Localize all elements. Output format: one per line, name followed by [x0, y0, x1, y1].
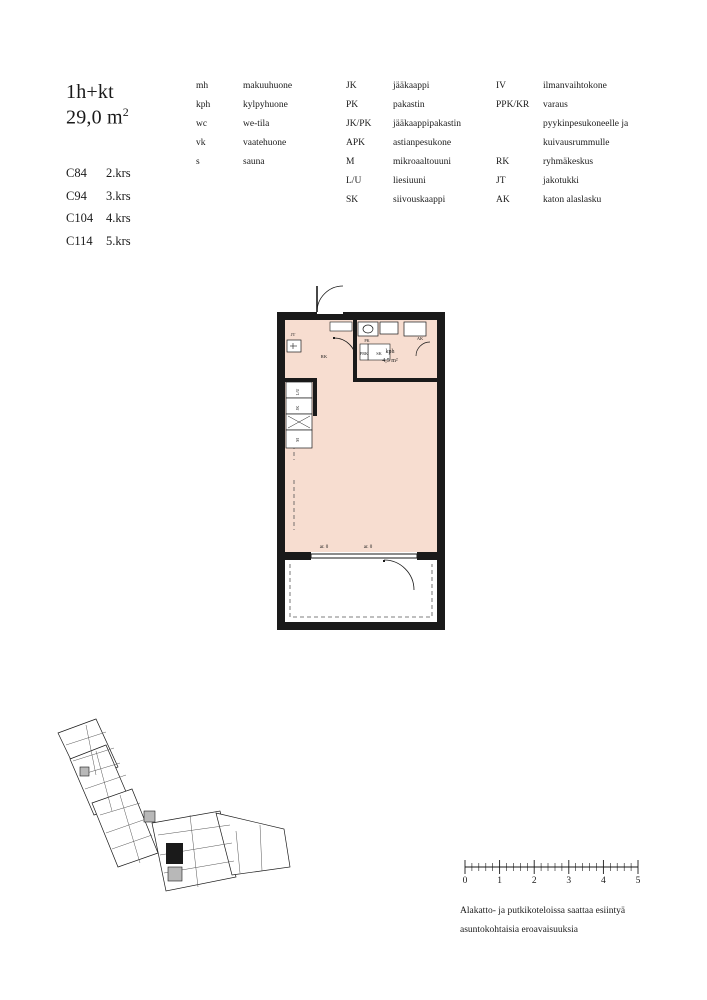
entry-door-opening	[317, 310, 343, 314]
legend-item	[196, 82, 292, 92]
legend-item	[346, 177, 461, 187]
legend-column-rooms	[196, 82, 292, 177]
legend-item	[496, 177, 628, 187]
list-item	[66, 166, 166, 181]
legend-description: katon alaslasku	[543, 195, 602, 205]
list-item	[66, 211, 166, 226]
wall-hall-bath	[353, 320, 357, 382]
wall-bath-bottom	[353, 378, 437, 382]
scale-block	[460, 858, 660, 939]
legend-item	[496, 82, 628, 92]
legend-item	[346, 120, 461, 130]
unit-code: C94	[66, 188, 87, 203]
legend-item	[496, 196, 628, 206]
legend-item	[496, 101, 628, 111]
wall-left	[277, 312, 285, 560]
legend-abbr: vk	[196, 138, 206, 148]
unit-floor: 3.krs	[106, 188, 131, 203]
legend-description: we-tila	[243, 119, 270, 129]
legend-description: pyykinpesukoneelle ja	[543, 119, 629, 129]
balcony-rail	[277, 622, 445, 630]
scale-ticks	[460, 858, 660, 876]
legend-description: jääkaappipakastin	[393, 119, 462, 129]
legend-description: mikroaaltouuni	[393, 157, 452, 167]
unit-list	[66, 166, 166, 256]
legend-item	[346, 101, 461, 111]
legend-abbr: s	[196, 157, 200, 167]
key-plan-blocks	[58, 719, 290, 891]
floor-plan-svg	[272, 280, 452, 640]
wall-kitchen-stub	[313, 378, 317, 416]
legend-description: jakotukki	[543, 176, 579, 186]
scale-labels	[460, 876, 660, 890]
legend-abbr	[496, 139, 543, 149]
room-name-kph: kph	[385, 349, 395, 355]
unit-code: C114	[66, 233, 93, 248]
legend-abbr: L/U	[346, 176, 362, 186]
title-block	[66, 80, 196, 131]
legend-description: pakastin	[393, 100, 425, 110]
unit-code: C104	[66, 211, 94, 225]
window-band	[311, 554, 417, 558]
balcony-floor	[285, 560, 437, 622]
legend-abbr: JT	[496, 176, 506, 186]
keyplan-block-c	[92, 789, 158, 867]
keyplan-highlight-unit	[166, 843, 183, 864]
legend-abbr: JK/PK	[346, 119, 372, 129]
legend-item	[346, 139, 461, 149]
legend-description: sauna	[243, 157, 265, 167]
scale-label-1: 1	[497, 876, 502, 886]
balcony	[277, 560, 445, 630]
keyplan-marker-upper	[80, 767, 89, 776]
label-m: M	[295, 438, 300, 442]
legend-abbr: kph	[196, 100, 211, 110]
legend-column-appliances	[346, 82, 461, 215]
washing-machine-slot	[404, 322, 426, 336]
legend-item	[496, 120, 628, 130]
entry-door-swing	[317, 286, 343, 312]
apartment-area	[66, 105, 196, 131]
wall-top	[277, 312, 445, 320]
legend-item	[196, 158, 292, 168]
legend-abbr: wc	[196, 119, 208, 129]
label-rk: RK	[320, 354, 328, 359]
legend-description: liesiuuni	[393, 176, 426, 186]
balcony-wall-left	[277, 560, 285, 630]
legend-item	[196, 139, 292, 149]
wall-bottom-left	[277, 552, 311, 560]
scale-label-3: 3	[566, 876, 572, 886]
legend-abbr: IV	[496, 81, 507, 91]
unit-code: C84	[66, 166, 87, 180]
scale-note	[460, 902, 660, 939]
legend-description: astianpesukone	[393, 138, 452, 148]
label-jk: JK	[295, 405, 300, 411]
wall-bottom-right	[417, 552, 445, 560]
hall-wardrobe	[330, 322, 352, 331]
legend-item	[196, 101, 292, 111]
entry-door	[317, 286, 343, 314]
legend-description: ilmanvaihtokone	[543, 81, 607, 91]
legend-abbr: PK	[346, 100, 359, 110]
legend-abbr: APK	[346, 138, 366, 148]
balcony-wall-right	[437, 560, 445, 630]
scale-note-line-2: asuntokohtaisia eroavaisuuksia	[460, 924, 578, 935]
scale-label-4: 4	[601, 876, 606, 886]
wall-right	[437, 312, 445, 560]
legend-item	[496, 158, 628, 168]
legend-description: makuuhuone	[243, 81, 293, 91]
unit-floor: 4.krs	[106, 211, 131, 225]
washbasin	[380, 322, 398, 334]
legend-abbr	[496, 120, 543, 130]
wall-hall-bottom	[285, 378, 315, 382]
label-ar-left: ar. 0	[319, 545, 329, 550]
label-lu: L/U	[295, 388, 300, 396]
legend-item	[346, 82, 461, 92]
legend-abbr: RK	[496, 157, 510, 167]
scale-bar-svg	[460, 858, 660, 876]
legend-description: ryhmäkeskus	[543, 157, 594, 167]
floor-plan	[272, 280, 452, 640]
unit-floor: 5.krs	[106, 233, 131, 248]
legend-description: vaatehuone	[243, 138, 287, 148]
legend-description: kylpyhuone	[243, 100, 288, 110]
legend-item	[196, 120, 292, 130]
key-plan-svg	[40, 715, 300, 905]
legend-description: jääkaappi	[393, 81, 430, 91]
legend-description: varaus	[543, 100, 568, 110]
legend-abbr: M	[346, 157, 355, 167]
apartment-area-exponent: 2	[122, 105, 129, 119]
legend-abbr: PPK/KR	[496, 100, 530, 110]
scale-label-5: 5	[635, 876, 641, 886]
scale-label-2: 2	[531, 876, 537, 886]
legend-description: kuivausrummulle	[543, 138, 610, 148]
label-prk: PRK	[359, 351, 369, 356]
scale-note-line-1: Alakatto- ja putkikoteloissa saattaa esiintyä	[460, 906, 626, 916]
label-jt: JT	[290, 332, 296, 337]
list-item	[66, 234, 166, 249]
scale-label-0: 0	[462, 876, 468, 886]
apartment-type: 1h+kt	[66, 81, 114, 103]
keyplan-secondary-unit	[168, 867, 182, 881]
list-item	[66, 189, 166, 204]
label-ar-right: ar. 0	[363, 545, 373, 550]
legend-item	[496, 139, 628, 149]
legend-abbr: SK	[346, 195, 359, 205]
unit-floor: 2.krs	[106, 166, 131, 180]
label-ak: AK	[416, 336, 424, 341]
legend-column-technical	[496, 82, 628, 215]
wc-bowl	[363, 325, 373, 333]
legend-abbr: AK	[496, 195, 510, 205]
building-key-plan	[40, 715, 300, 905]
label-sk: SK	[376, 351, 382, 356]
label-pk: PK	[364, 338, 370, 343]
legend-description: siivouskaappi	[393, 195, 446, 205]
legend-abbr: JK	[346, 81, 357, 91]
apartment-area-value: 29,0 m	[66, 106, 123, 129]
legend-item	[346, 196, 461, 206]
room-area-kph: 4,5 m²	[382, 358, 398, 364]
legend-item	[346, 158, 461, 168]
keyplan-marker-small	[144, 811, 155, 822]
legend-abbr: mh	[196, 81, 209, 91]
